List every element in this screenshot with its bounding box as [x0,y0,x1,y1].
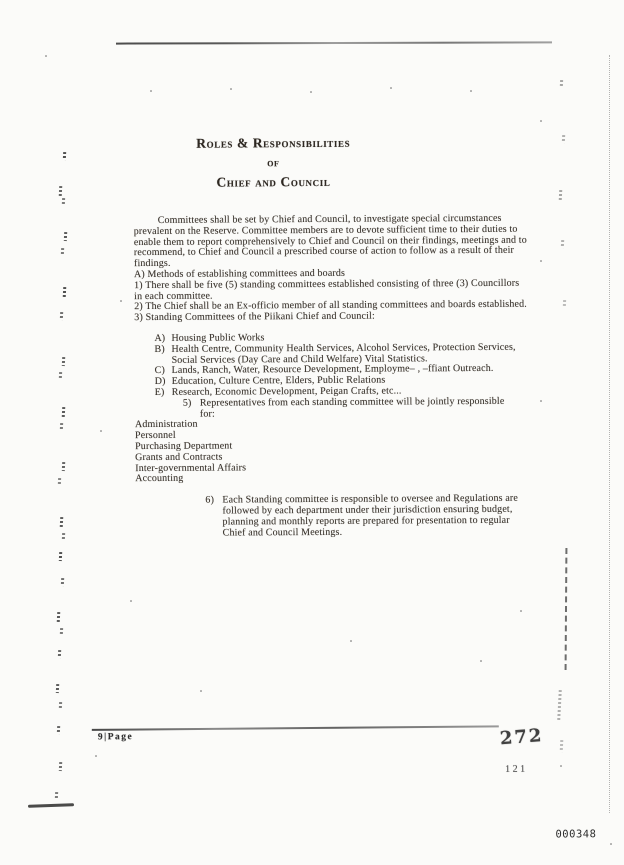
methods-heading: A) Methods of establishing committees and boards [133,267,346,281]
clause-5-text: Representatives from each standing committee will be jointly responsible for: [199,395,505,420]
committee-text: Housing Public Works [171,332,265,344]
footer-rule [92,725,499,730]
committee-text: Health Centre, Community Health Services, Alcohol Services, Protection Services, Social Services (Day Care and Child Welfare) Vital Statistics. [171,341,516,366]
title-line-1: Roles & Responsibilities [196,134,351,151]
clause-6-label: 6) [205,494,215,506]
body-text-column [134,214,530,540]
clause-6 [205,494,529,539]
intro-paragraph: Committees shall be set by Chief and Council, to investigate special circumstances prevalent on the Reserve. Committee members are to devote sufficient time to their duties to enable them to report comprehensively to Chief and Council on their findings, meetings and to recommend, to Chief and Council a prescribed course of action to follow as a result of their findings. [133,212,527,270]
responsibility-item: Grants and Contracts [135,451,223,463]
committee-label: A) [154,332,166,344]
clause-5-label: 5) [182,397,192,409]
committee-text: Research, Economic Development, Peigan Crafts, etc... [171,385,402,398]
document-title [118,134,428,191]
page-number-footer: 9|Page [97,732,134,743]
clause-1: 1) There shall be five (5) standing committees established consisting of three (3) Councillors in each committee. [134,277,520,302]
handwritten-number-stamp: 272 [499,725,545,750]
title-line-3: Chief and Council [216,173,331,190]
responsibility-item: Accounting [135,473,184,485]
document-control-number: 000348 [555,828,597,841]
committee-label: B) [154,343,165,355]
committee-list [154,332,528,399]
responsibility-item: Purchasing Department [135,440,233,453]
title-line-2: of [267,157,280,170]
clause-6-text: Each Standing committee is responsible to oversee and Regulations are followed by each department under their jurisdiction ensuring budget, planning and monthly reports are prepared for presentation to regular Chief and Council Meetings. [222,492,519,539]
committee-label: D) [154,376,166,388]
clause-2: 2) The Chief shall be an Ex-officio member of all standing committees and boards established. [134,299,527,313]
committee-label: C) [154,365,165,377]
responsibility-list [135,418,529,485]
stamp-number: 121 [505,763,528,775]
responsibility-item: Inter-governmental Affairs [135,461,247,474]
committee-text: Lands, Ranch, Water, Resource Development, Employme– , –ffiant Outreach. [171,363,494,377]
responsibility-item: Administration [134,419,198,431]
clause-5 [183,396,529,420]
committee-label: E) [154,386,165,398]
committee-text: Education, Culture Centre, Elders, Public Relations [171,374,386,388]
clause-3: 3) Standing Committees of the Piikani Chief and Council: [134,310,375,324]
responsibility-item: Personnel [134,429,176,442]
